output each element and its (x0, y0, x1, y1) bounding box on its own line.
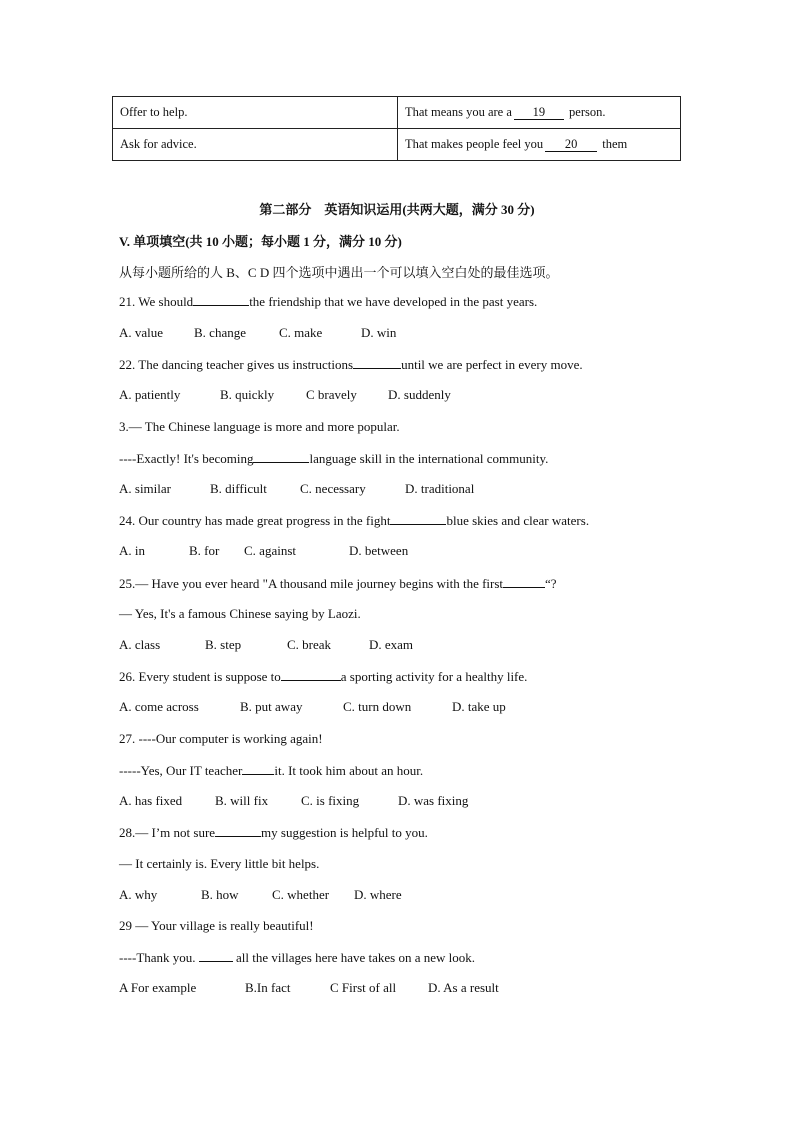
question-25 (119, 575, 557, 592)
option: A. come across (119, 699, 199, 714)
question-23 (119, 419, 400, 435)
option: C First of all (330, 980, 397, 995)
option: B. for (189, 543, 220, 558)
answer-blank: 20 (545, 138, 597, 152)
question-blank (215, 824, 261, 837)
option: B.In fact (245, 980, 291, 995)
question-text: 28.— I’m not sure (119, 825, 216, 840)
option: A For example (119, 980, 197, 995)
question-27-response (119, 762, 423, 779)
question-text: my suggestion is helpful to you. (261, 825, 428, 840)
question-29-response (119, 949, 475, 966)
question-text: all the villages here have takes on a new look. (236, 950, 476, 965)
question-text: 21. We should (119, 294, 194, 309)
option: B. put away (240, 699, 303, 714)
cell-text: That makes people feel you (405, 137, 544, 151)
section-title: 第二部分 英语知识运用(共两大题，满分 30 分) (259, 202, 535, 217)
option: D. As a result (428, 980, 499, 995)
option: C. against (244, 543, 296, 558)
answer-blank: 19 (514, 106, 564, 120)
question-text: 22. The dancing teacher gives us instructions (119, 357, 354, 372)
question-text: 29 — Your village is really beautiful! (119, 918, 314, 933)
question-text: -----Yes, Our IT teacher (119, 763, 243, 778)
question-text: 27. ----Our computer is working again! (119, 731, 323, 746)
option: B. how (201, 887, 239, 902)
options-22 (119, 387, 451, 403)
option: B. change (194, 325, 246, 340)
options-27 (119, 793, 468, 809)
question-blank (503, 575, 545, 588)
option: C. break (287, 637, 332, 652)
question-text: ----Thank you. (119, 950, 199, 965)
question-text: blue skies and clear waters. (446, 513, 590, 528)
question-blank (353, 356, 401, 369)
question-blank (193, 293, 249, 306)
option: D. where (354, 887, 402, 902)
cell-text: person. (569, 105, 606, 119)
subsection-title: V. 单项填空(共 10 小题；每小题 1 分，满分 10 分) (119, 234, 402, 249)
question-text: a sporting activity for a healthy life. (340, 669, 528, 684)
option: A. patiently (119, 387, 181, 402)
option: B. step (205, 637, 242, 652)
option: A. why (119, 887, 158, 902)
option: A. similar (119, 481, 171, 496)
question-27 (119, 731, 323, 747)
table-cell-left: Offer to help. (113, 97, 398, 129)
question-23-response (119, 450, 548, 467)
option: A. has fixed (119, 793, 183, 808)
question-22 (119, 356, 583, 373)
question-text: ----Exactly! It's becoming (119, 451, 254, 466)
option: C. necessary (300, 481, 366, 496)
option: D. was fixing (398, 793, 469, 808)
question-blank (199, 949, 233, 962)
option: D. suddenly (388, 387, 451, 402)
option: D. exam (369, 637, 414, 652)
option: A. value (119, 325, 164, 340)
option: A. class (119, 637, 161, 652)
option: C. make (279, 325, 323, 340)
option: B. difficult (210, 481, 267, 496)
option: D. take up (452, 699, 506, 714)
question-29 (119, 918, 314, 934)
option: D. between (349, 543, 409, 558)
options-21 (119, 325, 396, 341)
question-24 (119, 512, 589, 529)
table-row (113, 129, 681, 161)
question-text: 25.— Have you ever heard "A thousand mile journey begins with the first (119, 576, 504, 591)
instructions: 从每小题所给的人 B、C D 四个选项中遇出一个可以填入空白处的最佳选项。 (119, 265, 559, 280)
question-text: 26. Every student is suppose to (119, 669, 281, 684)
option: C. whether (272, 887, 330, 902)
option: B. quickly (220, 387, 275, 402)
option: D. traditional (405, 481, 475, 496)
cell-text: That means you are a (405, 105, 512, 119)
question-text: “? (545, 576, 557, 591)
cell-text: them (602, 137, 628, 151)
table-cell-right (398, 97, 681, 129)
question-blank (242, 762, 274, 775)
question-text: the friendship that we have developed in the past years. (249, 294, 538, 309)
question-text: language skill in the international community. (309, 451, 549, 466)
option: B. will fix (215, 793, 269, 808)
table-cell-left: Ask for advice. (113, 129, 398, 161)
table-row (113, 97, 681, 129)
options-26 (119, 699, 506, 715)
table-cell-right (398, 129, 681, 161)
question-text: it. It took him about an hour. (274, 763, 424, 778)
question-text: until we are perfect in every move. (401, 357, 583, 372)
option: C. is fixing (301, 793, 360, 808)
options-28 (119, 887, 402, 903)
option: C bravely (306, 387, 357, 402)
question-28-response: — It certainly is. Every little bit helps. (119, 856, 320, 871)
question-text: 24. Our country has made great progress in the fight (119, 513, 391, 528)
question-blank (390, 512, 446, 525)
question-28 (119, 824, 428, 841)
options-23 (119, 481, 474, 497)
question-25-response: — Yes, It's a famous Chinese saying by Laozi. (119, 606, 361, 621)
question-21 (119, 293, 537, 310)
matching-table (112, 96, 681, 161)
question-blank (253, 450, 309, 463)
option: A. in (119, 543, 145, 558)
question-text: 3.— The Chinese language is more and more popular. (119, 419, 400, 434)
option: D. win (361, 325, 397, 340)
question-26 (119, 668, 527, 685)
options-29 (119, 980, 499, 996)
option: C. turn down (343, 699, 412, 714)
question-blank (281, 668, 341, 681)
options-25 (119, 637, 413, 653)
options-24 (119, 543, 408, 559)
